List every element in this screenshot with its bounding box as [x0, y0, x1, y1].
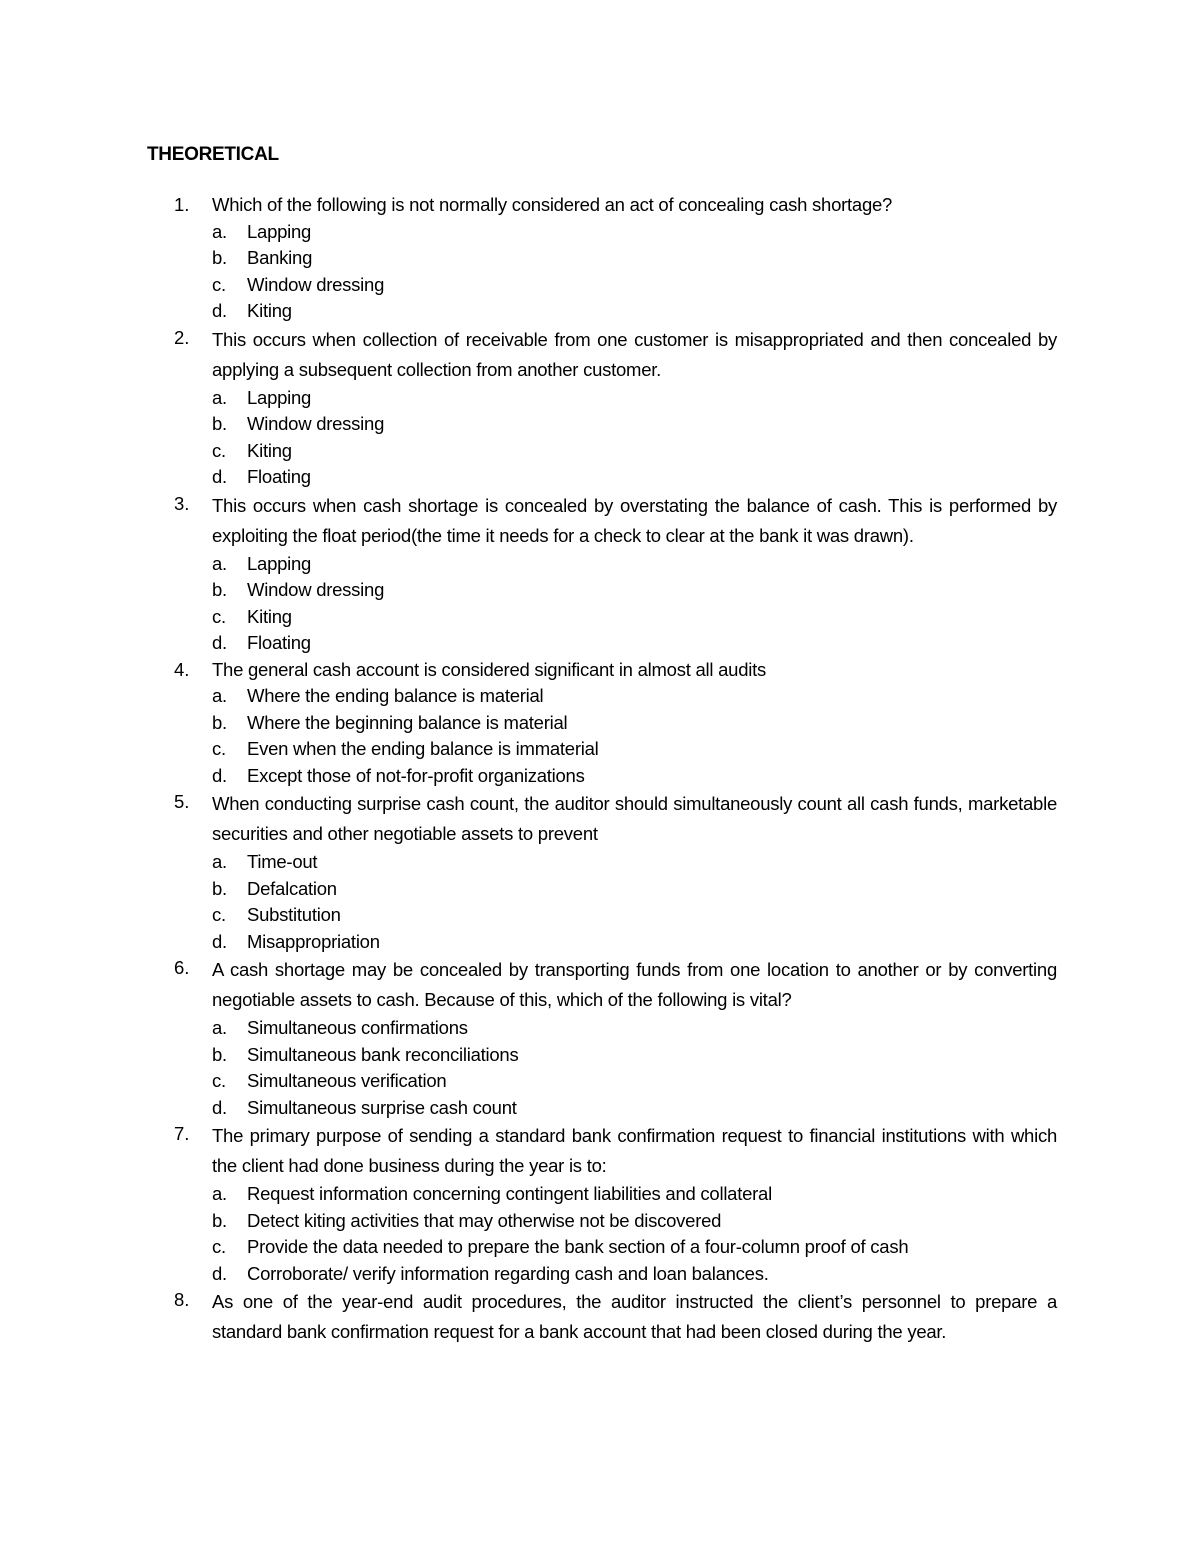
question-text: This occurs when cash shortage is concealed by overstating the balance of cash. This is performed by exploiting the float period(the time it needs for a check to clear at the bank it was drawn). [212, 494, 1057, 546]
option-text: Simultaneous verification [247, 1070, 447, 1091]
option-letter: c. [212, 439, 226, 461]
option-letter: c. [212, 1236, 226, 1257]
answer-options [0, 219, 1200, 325]
option-letter: c. [212, 273, 226, 295]
answer-option [0, 272, 1200, 299]
option-text: Defalcation [247, 877, 337, 899]
option-text: Simultaneous surprise cash count [247, 1096, 517, 1118]
option-text: Window dressing [247, 273, 385, 295]
question-item [0, 1287, 1200, 1347]
answer-options [0, 1181, 1200, 1287]
answer-option [0, 1095, 1200, 1122]
option-letter: a. [212, 1017, 227, 1038]
option-letter: b. [212, 1043, 227, 1065]
question-number: 3. [174, 492, 190, 514]
question-item [0, 192, 1200, 325]
answer-option [0, 1234, 1200, 1261]
answer-option [0, 929, 1200, 956]
option-letter: b. [212, 247, 227, 268]
option-text: Kiting [247, 439, 292, 461]
section-heading: THEORETICAL [147, 144, 279, 165]
option-letter: a. [212, 220, 227, 242]
answer-option [0, 1042, 1200, 1069]
option-text: Except those of not-for-profit organizations [247, 764, 585, 786]
option-letter: d. [212, 764, 227, 786]
question-text: The primary purpose of sending a standard bank confirmation request to financial institutions with which the client had done business during the year is to: [212, 1125, 1057, 1176]
option-text: Floating [247, 632, 311, 653]
question-text: As one of the year-end audit procedures, the auditor instructed the client’s personnel to prepare a standard bank confirmation request for a bank account that had been closed during the year. [212, 1291, 1057, 1342]
option-text: Where the beginning balance is material [247, 711, 568, 733]
question-number: 8. [174, 1289, 190, 1310]
option-text: Substitution [247, 904, 341, 925]
option-text: Corroborate/ verify information regarding cash and loan balances. [247, 1262, 769, 1284]
answer-option [0, 245, 1200, 272]
option-text: Kiting [247, 605, 292, 627]
option-letter: d. [212, 930, 227, 952]
question-item [0, 657, 1200, 790]
answer-option [0, 298, 1200, 325]
option-letter: d. [212, 1096, 227, 1118]
option-letter: a. [212, 386, 227, 408]
option-letter: a. [212, 552, 227, 574]
answer-option [0, 1015, 1200, 1042]
option-text: Even when the ending balance is immaterial [247, 738, 599, 759]
option-letter: b. [212, 413, 227, 434]
answer-option [0, 551, 1200, 578]
option-letter: c. [212, 1070, 226, 1091]
question-item [0, 1121, 1200, 1287]
answer-option [0, 849, 1200, 876]
answer-option [0, 876, 1200, 903]
option-text: Lapping [247, 220, 312, 242]
question-item [0, 955, 1200, 1121]
option-text: Time-out [247, 851, 318, 872]
option-letter: c. [212, 904, 226, 925]
answer-option [0, 385, 1200, 412]
question-number: 5. [174, 791, 190, 812]
option-letter: d. [212, 466, 227, 487]
option-text: Floating [247, 466, 311, 487]
question-item [0, 789, 1200, 955]
answer-option [0, 736, 1200, 763]
option-text: Simultaneous bank reconciliations [247, 1043, 519, 1065]
answer-options [0, 683, 1200, 789]
answer-option [0, 630, 1200, 657]
answer-option [0, 604, 1200, 631]
option-text: Lapping [247, 386, 312, 408]
answer-options [0, 551, 1200, 657]
option-text: Lapping [247, 552, 312, 574]
question-number: 4. [174, 658, 190, 680]
option-text: Banking [247, 247, 313, 268]
option-letter: b. [212, 1209, 227, 1231]
option-text: Detect kiting activities that may otherwise not be discovered [247, 1209, 722, 1231]
answer-options [0, 385, 1200, 491]
option-letter: a. [212, 851, 227, 872]
option-letter: d. [212, 1262, 227, 1284]
option-text: Misappropriation [247, 930, 380, 952]
option-letter: b. [212, 877, 227, 899]
option-letter: b. [212, 579, 227, 600]
option-text: Window dressing [247, 413, 385, 434]
question-text: This occurs when collection of receivable from one customer is misappropriated and then concealed by applying a subsequent collection from another customer. [212, 328, 1057, 380]
option-text: Request information concerning contingent liabilities and collateral [247, 1183, 772, 1204]
answer-option [0, 763, 1200, 790]
question-number: 2. [174, 326, 190, 348]
answer-option [0, 464, 1200, 491]
answer-options [0, 849, 1200, 955]
option-letter: d. [212, 300, 227, 321]
option-text: Where the ending balance is material [247, 685, 544, 706]
answer-option [0, 1068, 1200, 1095]
question-list [0, 192, 1200, 1347]
answer-option [0, 683, 1200, 710]
answer-option [0, 902, 1200, 929]
option-letter: b. [212, 711, 227, 733]
question-text: The general cash account is considered significant in almost all audits [212, 658, 767, 680]
option-letter: c. [212, 605, 226, 627]
question-item [0, 491, 1200, 657]
option-letter: d. [212, 632, 227, 653]
option-letter: a. [212, 1183, 227, 1204]
question-item [0, 325, 1200, 491]
answer-options [0, 1015, 1200, 1121]
question-number: 7. [174, 1123, 190, 1144]
question-number: 6. [174, 957, 190, 978]
question-text: A cash shortage may be concealed by transporting funds from one location to another or by converting negotiable assets to cash. Because of this, which of the following is vital? [212, 959, 1057, 1010]
option-letter: a. [212, 685, 227, 706]
option-text: Kiting [247, 300, 292, 321]
answer-option [0, 1181, 1200, 1208]
option-text: Provide the data needed to prepare the bank section of a four-column proof of cash [247, 1236, 909, 1257]
answer-option [0, 1208, 1200, 1235]
answer-option [0, 411, 1200, 438]
option-text: Window dressing [247, 579, 385, 600]
answer-option [0, 710, 1200, 737]
question-number: 1. [174, 194, 190, 215]
question-text: When conducting surprise cash count, the auditor should simultaneously count all cash funds, marketable securities and other negotiable assets to prevent [212, 793, 1057, 844]
answer-option [0, 577, 1200, 604]
question-text: Which of the following is not normally considered an act of concealing cash shortage? [212, 194, 893, 215]
answer-option [0, 219, 1200, 246]
answer-option [0, 1261, 1200, 1288]
option-text: Simultaneous confirmations [247, 1017, 468, 1038]
answer-option [0, 438, 1200, 465]
option-letter: c. [212, 738, 226, 759]
